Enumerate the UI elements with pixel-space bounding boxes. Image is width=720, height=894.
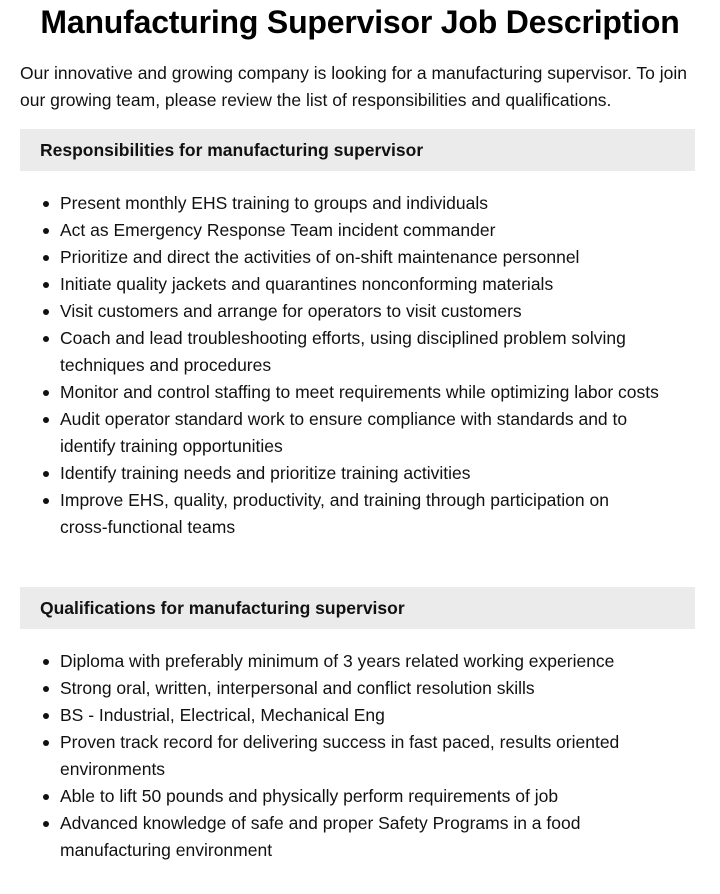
list-item-text: Identify training needs and prioritize training activities — [60, 463, 471, 483]
list-item — [0, 729, 680, 783]
intro-paragraph: Our innovative and growing company is looking for a manufacturing supervisor. To join our growing team, please review the list of responsibilities and qualifications. — [20, 63, 687, 110]
bullet-icon — [43, 471, 49, 477]
responsibilities-heading: Responsibilities for manufacturing supervisor — [40, 140, 424, 160]
list-item — [0, 487, 680, 541]
bullet-icon — [43, 282, 49, 288]
list-item-text: Prioritize and direct the activities of on-shift maintenance personnel — [60, 247, 580, 267]
bullet-icon — [43, 228, 49, 234]
list-item — [0, 379, 680, 406]
bullet-icon — [43, 417, 49, 423]
list-item-text: Present monthly EHS training to groups and individuals — [60, 193, 489, 213]
list-item — [0, 244, 680, 271]
bullet-icon — [43, 686, 49, 692]
qualifications-section-header — [20, 587, 695, 629]
list-item-text: Visit customers and arrange for operators to visit customers — [60, 301, 522, 321]
list-item-text: Initiate quality jackets and quarantines nonconforming materials — [60, 274, 554, 294]
bullet-icon — [43, 255, 49, 261]
list-item — [0, 406, 680, 460]
responsibilities-list — [0, 190, 680, 541]
list-item-text: Monitor and control staffing to meet requirements while optimizing labor costs — [60, 382, 659, 402]
bullet-icon — [43, 659, 49, 665]
bullet-icon — [43, 336, 49, 342]
list-item-text: Improve EHS, quality, productivity, and training through participation on cross-functional teams — [60, 490, 609, 537]
list-item — [0, 271, 680, 298]
list-item — [0, 460, 680, 487]
list-item — [0, 783, 680, 810]
responsibilities-section-header — [20, 129, 695, 171]
list-item-text: Advanced knowledge of safe and proper Safety Programs in a food manufacturing environment — [60, 813, 581, 860]
list-item-text: BS - Industrial, Electrical, Mechanical Eng — [60, 705, 385, 725]
bullet-icon — [43, 713, 49, 719]
list-item-text: Coach and lead troubleshooting efforts, using disciplined problem solving techniques and procedures — [60, 328, 626, 375]
list-item-text: Act as Emergency Response Team incident commander — [60, 220, 496, 240]
list-item — [0, 217, 680, 244]
list-item — [0, 325, 680, 379]
list-item — [0, 810, 680, 864]
bullet-icon — [43, 309, 49, 315]
list-item — [0, 190, 680, 217]
bullet-icon — [43, 498, 49, 504]
list-item — [0, 702, 680, 729]
list-item-text: Proven track record for delivering success in fast paced, results oriented environments — [60, 732, 620, 779]
list-item — [0, 648, 680, 675]
list-item-text: Strong oral, written, interpersonal and conflict resolution skills — [60, 678, 535, 698]
list-item — [0, 675, 680, 702]
bullet-icon — [43, 794, 49, 800]
qualifications-heading: Qualifications for manufacturing supervisor — [40, 598, 405, 618]
list-item — [0, 298, 680, 325]
list-item-text: Diploma with preferably minimum of 3 years related working experience — [60, 651, 615, 671]
bullet-icon — [43, 821, 49, 827]
list-item-text: Audit operator standard work to ensure compliance with standards and to identify training opportunities — [60, 409, 628, 456]
bullet-icon — [43, 201, 49, 207]
qualifications-list — [0, 648, 680, 864]
page-title: Manufacturing Supervisor Job Description — [40, 4, 680, 40]
bullet-icon — [43, 740, 49, 746]
bullet-icon — [43, 390, 49, 396]
list-item-text: Able to lift 50 pounds and physically perform requirements of job — [60, 786, 559, 806]
